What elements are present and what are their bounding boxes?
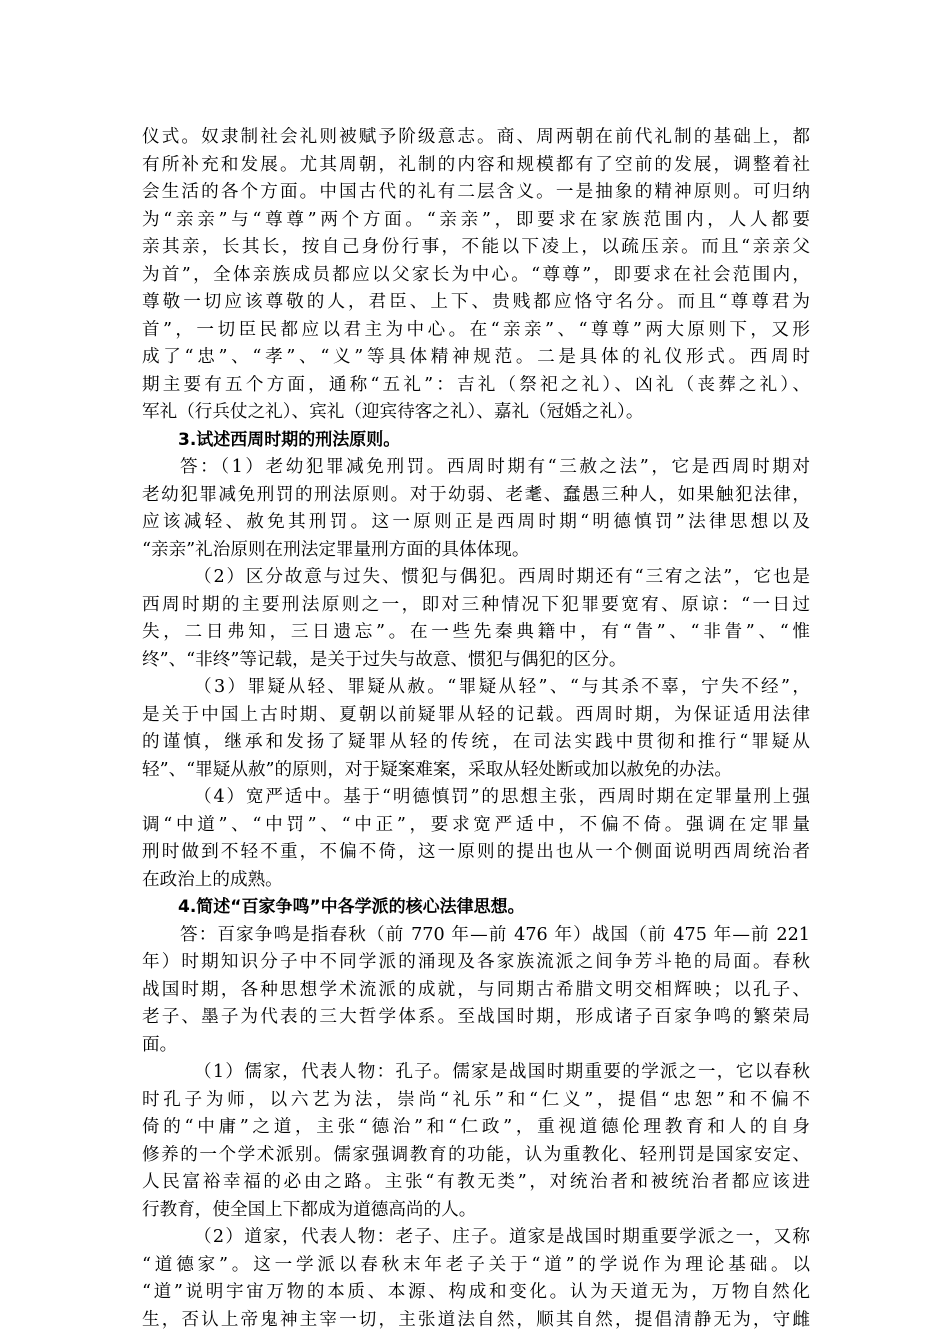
text-line: 在政治上的成熟。 [142,869,283,890]
text-line: 行教育，使全国上下都成为道德高尚的人。 [142,1199,477,1220]
text-line: 生，否认上帝鬼神主宰一切，主张道法自然，顺其自然，提倡清静无为，守雌 [142,1309,810,1330]
text-line: 西周时期的主要刑法原则之一，即对三种情况下犯罪要宽宥、原谅：“一日过 [142,594,810,615]
text-line: 时孔子为师，以六艺为法，崇尚“礼乐”和“仁义”，提倡“忠恕”和不偏不 [142,1089,810,1110]
text-line: 人民富裕幸福的必由之路。主张“有教无类”，对统治者和被统治者都应该进 [142,1172,810,1192]
text-line: 亲其亲，长其长，按自己身份行事，不能以下凌上，以疏压亲。而且“亲亲父 [142,237,810,257]
text-line: （2）区分故意与过失、惯犯与偶犯。西周时期还有“三宥之法”，它也是 [194,567,810,587]
text-line: 的谨慎，继承和发扬了疑罪从轻的传统，在司法实践中贯彻和推行“罪疑从 [142,732,810,752]
text-line: 会生活的各个方面。中国古代的礼有二层含义。一是抽象的精神原则。可归纳 [142,182,810,202]
text-line: “亲亲”礼治原则在刑法定罪量刑方面的具体体现。 [142,539,530,560]
text-line: 答：（1）老幼犯罪减免刑罚。西周时期有“三赦之法”，它是西周时期对 [180,457,810,477]
text-line: 老子、墨子为代表的三大哲学体系。至战国时期，形成诸子百家争鸣的繁荣局 [142,1007,810,1027]
q4-answer-paragraph-2 [142,1224,810,1334]
text-line: 为首”，全体亲族成员都应以父家长为中心。“尊尊”，即要求在社会范围内， [142,264,810,285]
text-line: “道”说明宇宙万物的本质、本源、构成和变化。认为天道无为，万物自然化 [142,1282,810,1302]
q4-answer-paragraph-1 [142,1059,810,1224]
text-line: 轻”、“罪疑从赦”的原则，对于疑案难案，采取从轻处断或加以赦免的办法。 [142,759,732,780]
text-line: 倚的“中庸”之道，主张“德治”和“仁政”，重视道德伦理教育和人的自身 [142,1117,810,1137]
text-line: 面。 [142,1034,178,1055]
text-line: 终”、“非终”等记载，是关于过失与故意、惯犯与偶犯的区分。 [142,649,627,670]
q3-answer-paragraph-4 [142,784,810,894]
text-line: 失，二日弗知，三日遗忘”。在一些先秦典籍中，有“眚”、“非眚”、“惟 [142,622,810,642]
text-line: 有所补充和发展。尤其周朝，礼制的内容和规模都有了空前的发展，调整着社 [142,154,810,175]
text-line: 老幼犯罪减免刑罚的刑法原则。对于幼弱、老耄、蠢愚三种人，如果触犯法律， [142,484,810,505]
text-line: 军礼（行兵仗之礼）、宾礼（迎宾待客之礼）、嘉礼（冠婚之礼）。 [142,402,644,422]
text-line: （2）道家，代表人物：老子、庄子。道家是战国时期重要学派之一，又称 [194,1227,810,1247]
question-4-heading: 4.简述“百家争鸣”中各学派的核心法律思想。 [178,897,525,917]
q4-answer-paragraph-0 [142,922,810,1060]
paragraph-li [142,124,810,427]
text-line: 年）时期知识分子中不同学派的涌现及各家族流派之间争芳斗艳的局面。春秋 [142,952,810,972]
text-line: 成了“忠”、“孝”、“义”等具体精神规范。二是具体的礼仪形式。西周时 [142,347,810,367]
text-line: 应该减轻、赦免其刑罚。这一原则正是西周时期“明德慎罚”法律思想以及 [142,512,810,532]
q3-answer-paragraph-3 [142,674,810,784]
text-line: 战国时期，各种思想学术流派的成就，与同期古希腊文明交相辉映；以孔子、 [142,979,810,1000]
text-line: 修养的一个学术派别。儒家强调教育的功能，认为重教化、轻刑罚是国家安定、 [142,1144,810,1165]
q3-answer-paragraph-2 [142,564,810,674]
text-line: （1）儒家，代表人物：孔子。儒家是战国时期重要的学派之一，它以春秋 [194,1062,810,1082]
question-3-heading: 3.试述西周时期的刑法原则。 [178,429,401,450]
text-line: 是关于中国上古时期、夏朝以前疑罪从轻的记载。西周时期，为保证适用法律 [142,704,810,725]
text-line: 尊敬一切应该尊敬的人，君臣、上下、贵贱都应恪守名分。而且“尊尊君为 [142,292,810,312]
q3-answer-paragraph-1 [142,454,810,564]
text-line: 仪式。奴隶制社会礼则被赋予阶级意志。商、周两朝在前代礼制的基础上，都 [142,127,810,147]
text-line: 为“亲亲”与“尊尊”两个方面。“亲亲”，即要求在家族范围内，人人都要 [142,209,810,230]
text-line: （3）罪疑从轻、罪疑从赦。“罪疑从轻”、“与其杀不辜，宁失不经”， [194,677,810,697]
text-line: “道德家”。这一学派以春秋末年老子关于“道”的学说作为理论基础。以 [142,1254,810,1275]
text-line: （4）宽严适中。基于“明德慎罚”的思想主张，西周时期在定罪量刑上强 [194,787,810,807]
text-line: 首”，一切臣民都应以君主为中心。在“亲亲”、“尊尊”两大原则下，又形 [142,319,810,340]
text-line: 调“中道”、“中罚”、“中正”，要求宽严适中，不偏不倚。强调在定罪量 [142,814,810,835]
text-line: 期主要有五个方面，通称“五礼”：吉礼（祭祀之礼）、凶礼（丧葬之礼）、 [142,374,810,395]
text-line: 刑时做到不轻不重，不偏不倚，这一原则的提出也从一个侧面说明西周统治者 [142,842,810,862]
document-page [142,124,810,1334]
text-line: 答：百家争鸣是指春秋（前 770 年—前 476 年）战国（前 475 年—前 221 [180,924,810,945]
